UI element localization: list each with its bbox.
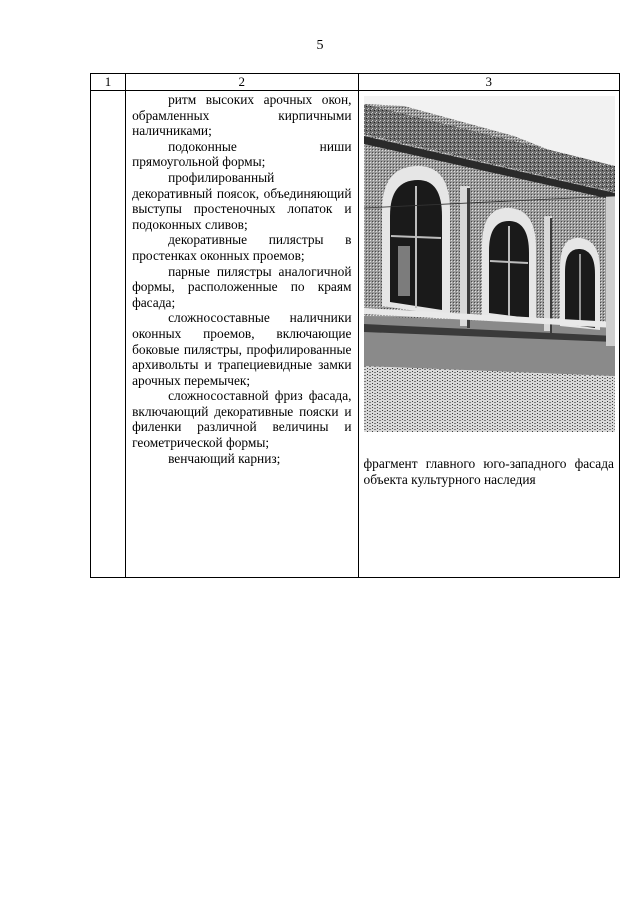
empty-number-cell: [91, 91, 126, 578]
heritage-table: [90, 73, 620, 578]
feature-item: декоративные пилястры в простенках оконных проемов;: [132, 232, 352, 263]
features-cell: [126, 91, 358, 578]
feature-item: подоконные ниши прямоугольной формы;: [132, 138, 352, 170]
feature-item: парные пилястры аналогичной формы, расположенные по краям фасада;: [132, 263, 352, 310]
header-col-2: 2: [126, 74, 358, 91]
header-col-3: 3: [358, 74, 620, 91]
header-col-1: 1: [91, 74, 126, 91]
feature-item: ритм высоких арочных окон, обрамленных кирпичными наличниками;: [132, 92, 352, 139]
feature-item: сложносоставные наличники оконных проемов, включающие боковые пилястры, профилированные архивольты и трапециевидные замки арочных перемычек;: [132, 310, 352, 388]
table-header-row: [91, 74, 620, 91]
feature-item: профилированный декоративный поясок, объединяющий выступы простеночных лопаток и подоконных сливов;: [132, 169, 352, 232]
photo-cell: [358, 91, 620, 578]
feature-item: сложносоставной фриз фасада, включающий декоративные пояски и филенки различной величины и геометрической формы;: [132, 388, 352, 451]
table-row: [91, 91, 620, 578]
facade-photo: [364, 96, 615, 432]
feature-item: венчающий карниз;: [168, 450, 281, 466]
page-number: 5: [316, 38, 324, 53]
photo-caption: фрагмент главного юго-западного фасада объекта культурного наследия: [363, 456, 614, 487]
